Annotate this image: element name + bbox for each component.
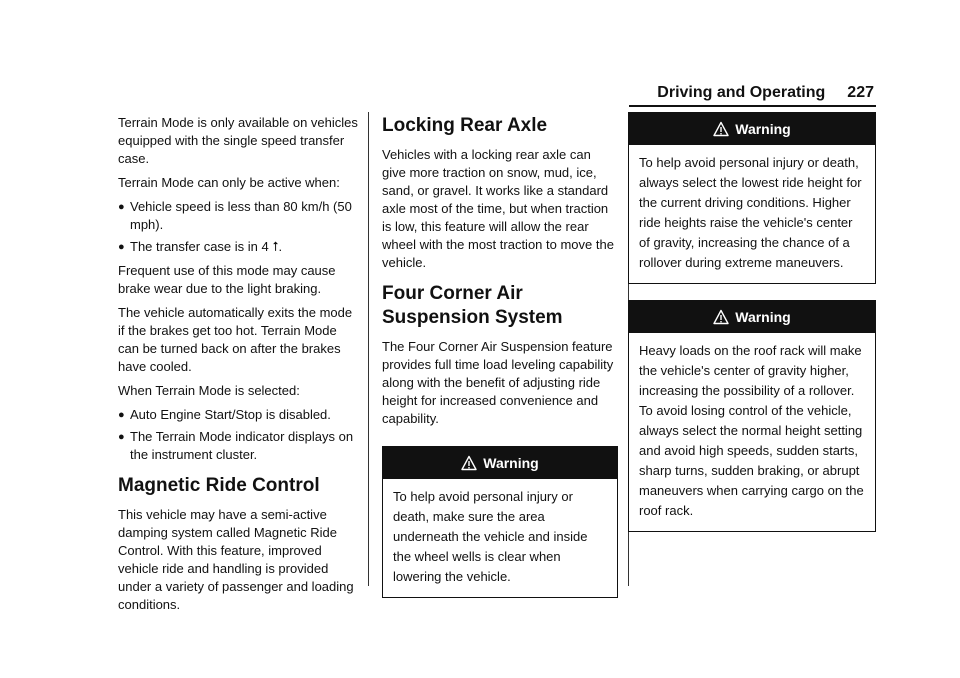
paragraph: When Terrain Mode is selected: (118, 383, 300, 398)
column-3 (618, 112, 876, 548)
page-header (657, 84, 874, 102)
warning-box (382, 446, 618, 598)
paragraph: Vehicles with a locking rear axle can give more traction on snow, mud, ice, sand, or gravel. It works like a standard axle most of the time, but when traction is low, this feature will allow the rear wheel with the most traction to move the vehicle. (382, 147, 614, 270)
warning-box (628, 112, 876, 284)
warning-text: To help avoid personal injury or death, always select the lowest ride height for the current driving conditions. Higher ride heights raise the vehicle's center of gravity, increasing the chance of a rollover during extreme maneuvers. (639, 155, 862, 270)
warning-title: Warning (735, 309, 791, 325)
paragraph: This vehicle may have a semi-active damping system called Magnetic Ride Control. With this feature, improved vehicle ride and handling is provided under a variety of passenger and loading conditions. (118, 507, 354, 612)
bullet-list (118, 406, 360, 464)
list-item: ● Auto Engine Start/Stop is disabled. (118, 407, 331, 422)
list-item: ● Vehicle speed is less than 80 km/h (50 mph). (118, 199, 352, 232)
warning-text: Heavy loads on the roof rack will make the vehicle's center of gravity higher, increasing the possibility of a rollover. To avoid losing control of the vehicle, always select the normal height setting and avoid high speeds, sudden starts, sharp turns, sudden braking, or abrupt maneuvers when carrying cargo on the roof rack. (639, 343, 864, 518)
section-heading: Locking Rear Axle (382, 115, 548, 136)
warning-header (629, 113, 875, 145)
bullet-dot-icon: ● (118, 431, 125, 443)
list-item: ● The transfer case is in 4 ⭡. (118, 239, 283, 254)
section-heading: Four Corner Air Suspension System (382, 283, 563, 328)
warning-triangle-icon (713, 309, 729, 325)
paragraph: Terrain Mode is only available on vehicles equipped with the single speed transfer case. (118, 115, 358, 166)
section-title: Driving and Operating (657, 84, 826, 101)
page-number: 227 (847, 84, 874, 101)
column-1 (118, 114, 360, 620)
warning-text: To help avoid personal injury or death, make sure the area underneath the vehicle and inside the wheel wells is clear when lowering the vehicle. (393, 489, 588, 584)
paragraph: The vehicle automatically exits the mode if the brakes get too hot. Terrain Mode can be turned back on after the brakes have cooled. (118, 305, 353, 374)
bullet-dot-icon: ● (118, 241, 125, 253)
paragraph: Terrain Mode can only be active when: (118, 175, 340, 190)
warning-box (628, 300, 876, 532)
warning-title: Warning (735, 121, 791, 137)
section-heading: Magnetic Ride Control (118, 475, 320, 496)
header-rule (629, 105, 876, 107)
paragraph: Frequent use of this mode may cause brake wear due to the light braking. (118, 263, 336, 296)
bullet-dot-icon: ● (118, 201, 125, 213)
warning-triangle-icon (713, 121, 729, 137)
column-2 (382, 114, 618, 614)
warning-header (629, 301, 875, 333)
warning-triangle-icon (461, 455, 477, 471)
paragraph: The Four Corner Air Suspension feature provides full time load leveling capability along with the benefit of adjusting ride height for increased convenience and capability. (382, 339, 614, 426)
bullet-dot-icon: ● (118, 409, 125, 421)
bullet-list (118, 198, 360, 256)
warning-header (383, 447, 617, 479)
list-item: ● The Terrain Mode indicator displays on the instrument cluster. (118, 429, 354, 462)
warning-title: Warning (483, 455, 539, 471)
column-divider (368, 112, 369, 586)
